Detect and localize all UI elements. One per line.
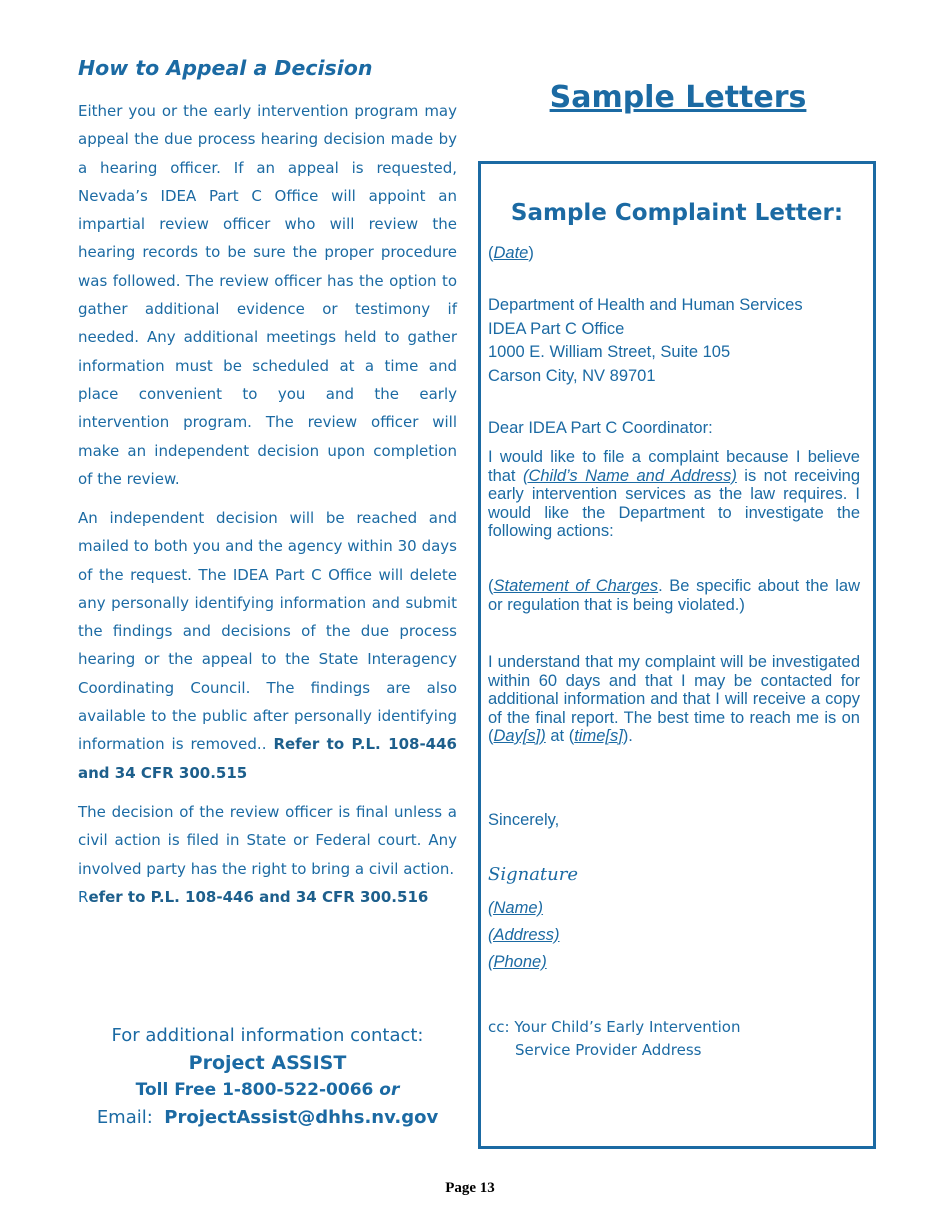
- name-field: [488, 899, 860, 918]
- contact-phone-line: [78, 1077, 457, 1104]
- date-placeholder: Date: [493, 244, 529, 262]
- cc-line-1: cc: Your Child’s Early Intervention: [488, 1018, 741, 1036]
- letter-paragraph-3: I understand that my complaint will be investigated within 60 days and that I may be contacted for additional information and that I will receive a copy of the final report. The best time to reach me is on (Day[s]) at (time[s]).: [488, 653, 860, 745]
- contact-or: or: [379, 1080, 400, 1100]
- letter-paragraph-2: (Statement of Charges. Be specific about the law or regulation that is being violated.): [488, 577, 860, 614]
- contact-email-label: Email:: [96, 1107, 153, 1128]
- sample-letters-title: Sample Letters: [549, 80, 807, 115]
- letter-paragraph-3-text: I understand that my complaint will be investigated within 60 days and that I may be contacted for additional information and that I will receive a copy of the final report. The best time to reach me is on: [488, 653, 860, 727]
- letter-paragraph-1-start: I would like to file a complaint because I believe that: [488, 448, 860, 485]
- contact-organization: Project ASSIST: [188, 1052, 347, 1074]
- letter-paragraph-2-text: . Be specific about the law or regulation that is being violated.): [488, 577, 860, 614]
- cc-line-2: Service Provider Address: [515, 1041, 702, 1059]
- appeal-heading: How to Appeal a Decision: [78, 56, 373, 80]
- contact-email-line: [78, 1104, 457, 1132]
- address-line-3: 1000 E. William Street, Suite 105: [488, 343, 731, 361]
- letter-date: (Date): [488, 244, 534, 262]
- letter-cc: [488, 1016, 860, 1062]
- appeal-paragraph-2: [78, 504, 457, 787]
- letter-paragraph-1: [488, 448, 860, 541]
- contact-intro: For additional information contact:: [111, 1025, 424, 1046]
- letter-recipient-address: [488, 294, 860, 388]
- page-number: Page 13: [445, 1180, 495, 1196]
- regulation-reference-516: efer to P.L. 108-446 and 34 CFR 300.516: [88, 887, 429, 906]
- letter-closing: Sincerely,: [488, 811, 560, 829]
- time-placeholder: time[s]: [574, 727, 623, 745]
- regulation-reference-516-r: R: [78, 887, 89, 906]
- sample-letter-box: [478, 161, 876, 1149]
- appeal-paragraph-3-text: The decision of the review officer is final unless a civil action is filed in State or Federal court. Any involved party has the right to bring a civil action.: [78, 803, 457, 878]
- letter-paragraph-1-end: is not receiving early intervention services as the law requires. I would like the Department to investigate the following actions:: [488, 466, 860, 540]
- address-line-4: Carson City, NV 89701: [488, 366, 656, 385]
- statement-of-charges-placeholder: Statement of Charges: [493, 577, 659, 595]
- address-field: [488, 926, 860, 945]
- address-line-1: Department of Health and Human Services: [488, 296, 803, 314]
- signature-placeholder: Signature: [488, 864, 579, 885]
- letter-at: at: [550, 727, 565, 745]
- contact-block: [78, 1022, 457, 1132]
- letter-heading: Sample Complaint Letter:: [510, 200, 844, 226]
- contact-tollfree: Toll Free 1-800-522-0066: [135, 1080, 374, 1100]
- day-placeholder: Day[s]): [493, 727, 546, 745]
- letter-greeting: Dear IDEA Part C Coordinator:: [488, 419, 713, 437]
- address-placeholder: (Address): [488, 926, 560, 944]
- phone-placeholder: (Phone): [488, 953, 547, 971]
- appeal-paragraph-2-text: An independent decision will be reached and mailed to both you and the agency within 30 days of the request. The IDEA Part C Office will delete any personally identifying information and submit the findings and decisions of the due process hearing or the appeal to the State Interagency Coordinating Council. The findings are also available to the public after personally identifying information is removed..: [78, 509, 457, 754]
- child-name-placeholder: (Child’s Name and Address): [522, 466, 737, 485]
- appeal-paragraph-3: [78, 798, 457, 911]
- phone-field: [488, 953, 860, 972]
- name-placeholder: (Name): [488, 899, 544, 917]
- appeal-paragraph-1: Either you or the early intervention program may appeal the due process hearing decision made by a hearing officer. If an appeal is requested, Nevada’s IDEA Part C Office will appoint an impartial review officer who will review the hearing records to be sure the proper procedure was followed. The review officer has the option to gather additional evidence or testimony if needed. Any additional meetings held to gather information must be scheduled at a time and place convenient to you and the early intervention program. The review officer will make an independent decision upon completion of the review.: [78, 102, 457, 488]
- address-line-2: IDEA Part C Office: [488, 319, 625, 338]
- contact-email-link[interactable]: ProjectAssist@dhhs.nv.gov: [164, 1107, 439, 1128]
- regulation-reference-515: Refer to P.L. 108-446 and 34 CFR 300.515: [78, 735, 457, 782]
